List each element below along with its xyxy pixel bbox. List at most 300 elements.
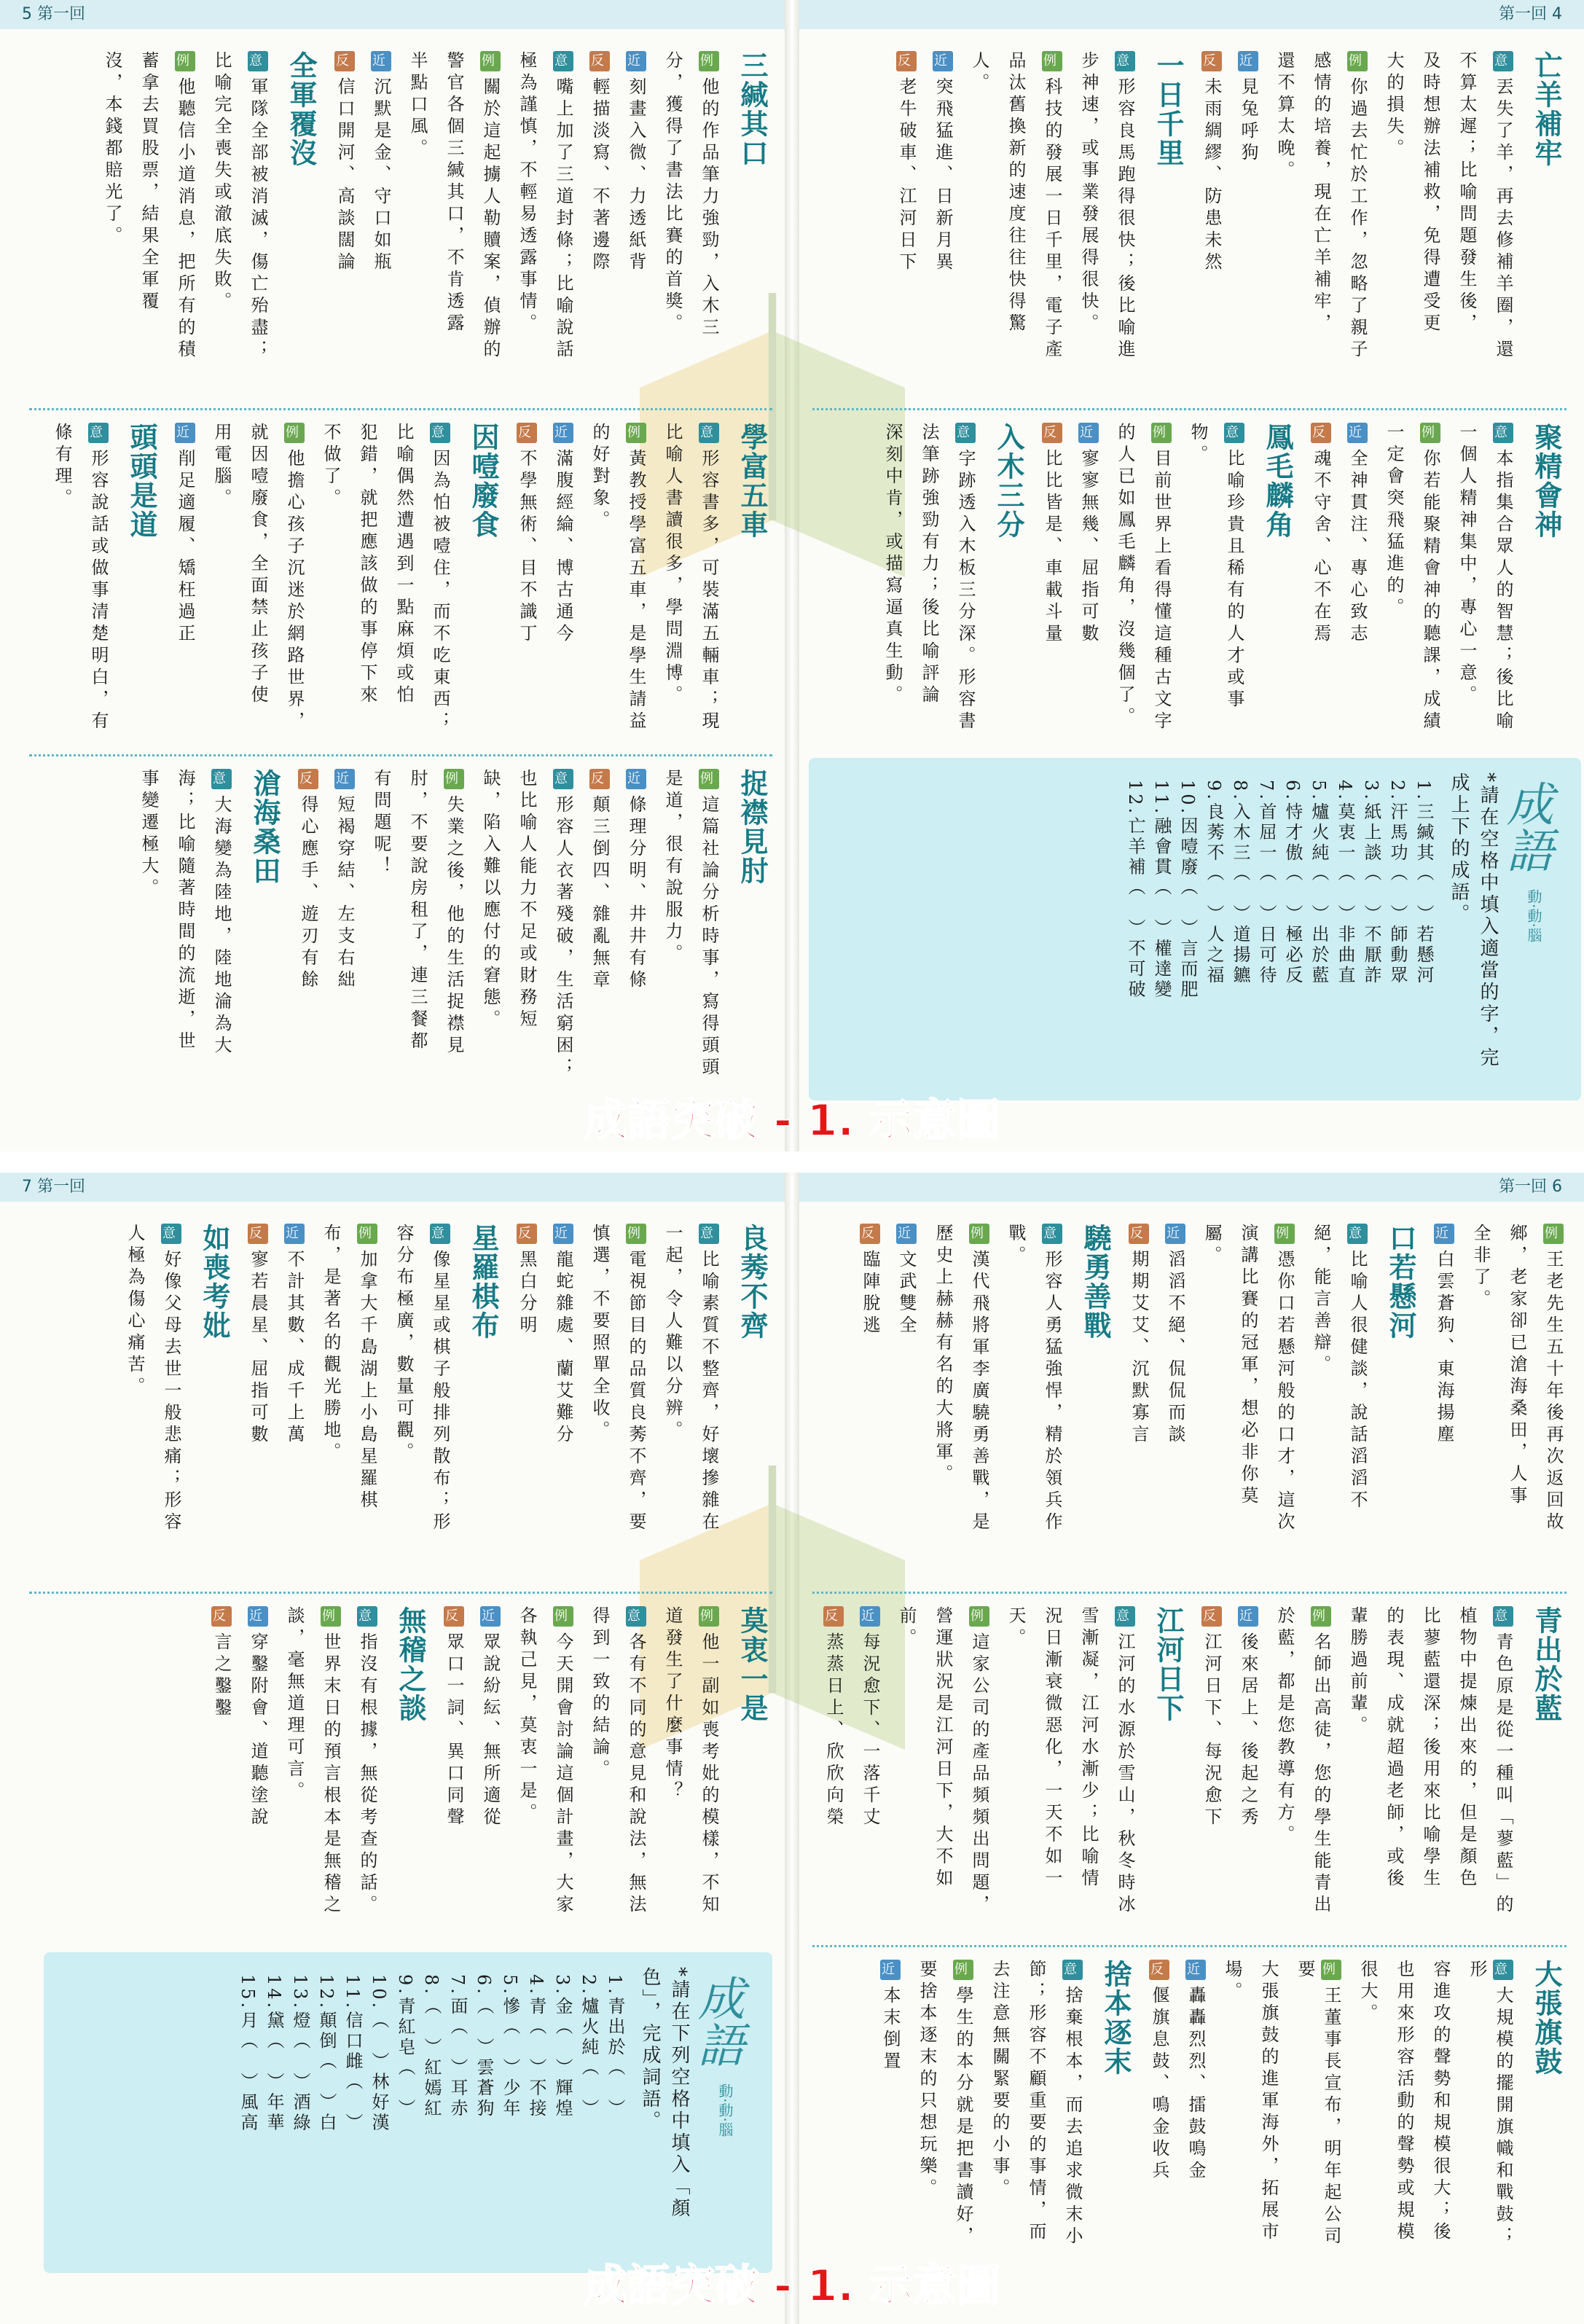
entry-tag: 意 (1115, 1606, 1135, 1627)
entry-line (930, 1224, 956, 1581)
entry-text: 極為謹慎，不輕易透露事情。 (517, 51, 537, 335)
entry-text: 容分布極廣，數量可觀。 (393, 1224, 414, 1464)
idiom-heading: 滄海桑田 (248, 769, 281, 885)
idiom-heading: 亡羊補牢 (1530, 51, 1562, 168)
entry-text: 信口開河、高談闊論 (334, 77, 355, 274)
entry-line (659, 1606, 686, 1927)
quiz-item: 2.汗馬功（ ）師動眾 (1387, 780, 1408, 986)
entry-text: 大海變為陸地，陸地淪為大 (211, 795, 232, 1057)
entry-text: 一定會突飛猛進的。 (1384, 423, 1404, 619)
entry-text: 比比皆是、車載斗量 (1042, 449, 1062, 646)
entry-line (877, 1960, 903, 2258)
entry-line (1344, 1224, 1371, 1581)
figure-caption: 成語突破 - 1. 示意圖 (583, 2261, 1001, 2312)
entry-tag: 近 (553, 1224, 573, 1244)
idiom-heading: 捉襟見肘 (736, 769, 768, 885)
entry-line (1199, 1606, 1225, 1927)
entry-line (208, 423, 235, 743)
entry-text: 犯錯，就把應該做的事停下來 (357, 423, 377, 707)
entry-line (1381, 1606, 1407, 1927)
entry-text: 很大。 (1357, 1960, 1378, 2025)
entry-line (623, 769, 649, 1089)
entry-text: 警官各個三緘其口，不肯透露 (444, 51, 464, 335)
entry-tag: 反 (589, 51, 610, 71)
entry-tag: 例 (626, 423, 646, 443)
entry-line (1199, 51, 1225, 401)
entry-line (1354, 1960, 1381, 2258)
entry-tag: 例 (1311, 1606, 1331, 1627)
entry-tag: 反 (896, 51, 917, 71)
entry-line (49, 423, 75, 743)
entry-line (857, 1606, 883, 1927)
entry-line (587, 51, 613, 401)
entry-line (623, 423, 649, 743)
entry-text: 你過去忙於工作，忽略了親子 (1347, 77, 1368, 361)
idiom-heading: 星羅棋布 (467, 1224, 499, 1340)
entry-line (623, 51, 649, 401)
quiz-box (809, 758, 1581, 1100)
entry-tag: 例 (480, 51, 501, 71)
entry-text: 肘，不要說房租了，連三餐都 (407, 769, 428, 1053)
entry-line (550, 1224, 576, 1581)
entry-tag: 意 (430, 1224, 450, 1244)
entry-line (950, 1960, 976, 2258)
entry-text: 漢代飛將軍李廣驍勇善戰，是 (969, 1250, 989, 1534)
entry-line (916, 423, 942, 743)
entry-tag: 近 (1347, 423, 1368, 443)
entry-line (1183, 1960, 1209, 2258)
quiz-instruction (1475, 772, 1501, 1069)
entry-text: 比蓼藍還深；後用來比喻學生 (1420, 1606, 1440, 1890)
entry-line (245, 51, 271, 401)
entry-line (354, 1224, 380, 1581)
idiom-heading: 莫衷一是 (736, 1606, 768, 1723)
entry-tag: 例 (1420, 423, 1440, 443)
entry-line (1540, 1224, 1567, 1581)
entry-text: 物。 (1188, 423, 1208, 466)
quiz-title: 成語 (690, 1974, 744, 2067)
entry-tag: 意 (626, 1606, 646, 1627)
idiom-heading: 全軍覆沒 (285, 51, 317, 168)
entry-tag: 反 (1201, 1606, 1222, 1627)
quiz-instruction (1446, 772, 1472, 926)
entry-line (1112, 51, 1138, 401)
entry-line (1039, 1224, 1065, 1581)
entry-tag: 近 (1434, 1224, 1454, 1244)
entry-line (1427, 1960, 1454, 2258)
entry-line (514, 769, 540, 1089)
entry-text: 憑你口若懸河般的口才，這次 (1274, 1250, 1295, 1534)
entry-text: 得心應手、遊刃有餘 (298, 795, 318, 992)
quiz-item: 6.恃才傲（ ）極必反 (1282, 780, 1303, 986)
entry-text: 江河的水源於雪山，秋冬時冰 (1115, 1632, 1135, 1917)
entry-text: 期期艾艾、沉默寡言 (1129, 1250, 1149, 1447)
entry-text: 眾說紛紜、無所適從 (480, 1632, 501, 1829)
entry-text: 法筆跡強勁有力；後比喻評論 (919, 423, 939, 707)
entry-line (1381, 423, 1407, 743)
entry-text: 營運狀況是江河日下，大不如 (933, 1606, 953, 1890)
entry-text: 目前世界上看得懂這種古文字 (1151, 449, 1172, 733)
idiom-heading: 頭頭是道 (125, 423, 157, 539)
section-lower-left (22, 769, 772, 1089)
entry-line (136, 769, 162, 1089)
entry-text: 寥寥無幾、屈指可數 (1078, 449, 1099, 646)
entry-tag: 近 (880, 1960, 901, 1980)
entry-text: 事變遷極大。 (138, 769, 159, 900)
entry-tag: 意 (161, 1224, 181, 1244)
entry-tag: 例 (175, 51, 195, 71)
entry-text: 天。 (1005, 1606, 1026, 1650)
entry-line (208, 1606, 235, 1927)
entry-tag: 意 (1493, 1960, 1513, 1980)
entry-text: 要捨本逐末的只想玩樂。 (917, 1960, 937, 2200)
entry-line (477, 769, 503, 1089)
entry-line (1003, 51, 1029, 401)
entry-text: 世界末日的預言根本是無稽之 (321, 1632, 341, 1917)
entry-tag: 反 (1042, 423, 1062, 443)
entry-text: 關於這起擄人勒贖案，偵辦的 (480, 77, 501, 361)
idiom-heading: 無稽之談 (394, 1606, 426, 1723)
entry-text: 人。 (969, 51, 989, 95)
entry-line (368, 51, 394, 401)
entry-text: 寥若晨星、屈指可數 (248, 1250, 268, 1447)
entry-line (587, 769, 613, 1089)
entry-tag: 反 (334, 51, 355, 71)
section-upper-left (22, 51, 772, 401)
entry-text: 像星星或棋子般排列散布；形 (430, 1250, 450, 1534)
entry-tag: 近 (860, 1606, 880, 1627)
entry-text: 這家公司的產品頻頻出問題， (969, 1632, 989, 1917)
entry-text: 就因噎廢食，全面禁止孩子使 (248, 423, 268, 707)
quiz-item: 4.青（ ）不接 (526, 1974, 546, 2119)
entry-line (441, 1606, 467, 1927)
entry-tag: 反 (517, 1224, 537, 1244)
quiz-item: 9.青紅皂（ ） (395, 1974, 415, 2119)
entry-line (427, 423, 453, 743)
entry-text: 因為怕被噎住，而不吃東西； (430, 449, 450, 733)
entry-line (1344, 1606, 1371, 1927)
entry-tag: 反 (1129, 1224, 1149, 1244)
entry-line (1148, 423, 1175, 743)
entry-tag: 近 (896, 1224, 917, 1244)
entry-text: 比喻完全喪失或澈底失敗。 (211, 51, 232, 313)
divider (29, 754, 772, 756)
entry-line (1504, 1224, 1530, 1581)
entry-tag: 意 (1224, 423, 1244, 443)
entry-line (1039, 1606, 1065, 1927)
entry-text: 他擔心孩子沉迷於網路世界， (284, 449, 305, 733)
entry-text: 名師出高徒，您的學生能青出 (1311, 1632, 1331, 1917)
entry-line (1417, 51, 1443, 401)
section-upper-right (816, 1224, 1567, 1581)
quiz-subtitle: 動‧動‧腦 (1525, 889, 1542, 942)
entry-line (966, 51, 992, 401)
entry-tag: 近 (1238, 1606, 1258, 1627)
entry-line (1308, 1224, 1334, 1581)
entry-text: 條理分明、井井有條 (626, 795, 646, 992)
entry-tag: 反 (1201, 51, 1222, 71)
entry-text: 顛三倒四、雜亂無章 (589, 795, 610, 992)
entry-text: 於藍，都是您教導有方。 (1274, 1606, 1295, 1847)
entry-text: 他的作品筆力強勁，入木三 (699, 77, 719, 340)
entry-tag: 例 (357, 1224, 377, 1244)
entry-line (1023, 1960, 1049, 2258)
left-page-header (0, 1173, 785, 1202)
entry-tag: 例 (969, 1224, 989, 1244)
entry-text: 比喻人很健談，說話滔滔不 (1347, 1250, 1368, 1512)
quiz-item: 2.爐火純（ ） (579, 1974, 599, 2119)
entry-text: 不計其數、成千上萬 (284, 1250, 305, 1447)
quiz-item: 8.入木三（ ）道揚鑣 (1230, 780, 1250, 986)
entry-text: 去注意無關緊要的小事。 (989, 1960, 1010, 2200)
entry-tag: 例 (1347, 51, 1368, 71)
entry-text: 魂不守舍、心不在焉 (1311, 449, 1331, 646)
entry-text: 有問題呢！ (371, 769, 391, 878)
entry-text: 形容良馬跑得很快；後比喻進 (1115, 77, 1135, 361)
entry-tag: 意 (88, 423, 109, 443)
entry-text: 的表現、成就超過老師，或後 (1384, 1606, 1404, 1890)
entry-tag: 意 (699, 1224, 719, 1244)
entry-line (1075, 423, 1102, 743)
entry-line (820, 1606, 847, 1927)
entry-tag: 近 (480, 1606, 501, 1627)
entry-tag: 例 (321, 1606, 341, 1627)
entry-text: 未雨綢繆、防患未然 (1201, 77, 1222, 274)
entry-text: 各執己見，莫衷一是。 (517, 1606, 537, 1825)
entry-tag: 近 (284, 1224, 305, 1244)
idiom-heading: 大張旗鼓 (1530, 1960, 1562, 2076)
entry-line (952, 423, 979, 743)
entry-tag: 意 (1042, 1224, 1062, 1244)
entry-tag: 反 (823, 1606, 844, 1627)
entry-text: 不學無術、目不識丁 (517, 449, 537, 646)
entry-text: 屬。 (1201, 1224, 1222, 1267)
quiz-subtitle: 動‧動‧腦 (716, 2084, 734, 2137)
instruction-line: 色」，完成詞語。 (639, 1967, 661, 2132)
entry-tag: 反 (211, 1606, 232, 1627)
entry-line (368, 769, 394, 1089)
entry-line (696, 1606, 722, 1927)
entry-tag: 近 (1165, 1224, 1185, 1244)
quiz-instruction (666, 1967, 692, 2220)
entry-line (514, 51, 540, 401)
entry-text: 白雲蒼狗、東海揚塵 (1434, 1250, 1454, 1447)
entry-line (1454, 51, 1480, 401)
entry-line (85, 423, 111, 743)
entry-text: 沒，本錢都賠光了。 (102, 51, 122, 248)
entry-line (404, 51, 431, 401)
entry-text: 偃旗息鼓、鳴金收兵 (1149, 1986, 1169, 2183)
entry-text: 容進攻的聲勢和規模很大；後 (1430, 1960, 1451, 2244)
entry-line (354, 423, 380, 743)
entry-text: 一起，令人難以分辨。 (662, 1224, 683, 1442)
entry-line (318, 1224, 344, 1581)
entry-text: 眾口一詞、異口同聲 (444, 1632, 464, 1829)
entry-line (659, 769, 686, 1089)
entry-line (514, 1606, 540, 1927)
idiom-heading: 良莠不齊 (736, 1224, 768, 1340)
entry-tag: 意 (1347, 1224, 1368, 1244)
entry-tag: 近 (626, 51, 646, 71)
entry-line (1454, 1606, 1480, 1927)
divider (29, 408, 772, 410)
entry-line (879, 423, 906, 743)
entry-text: 王老先生五十年後再次返回故 (1543, 1250, 1564, 1534)
entry-text: 歷史上赫赫有名的大將軍。 (933, 1224, 953, 1486)
entry-text: 全非了。 (1470, 1224, 1491, 1311)
entry-text: 削足適履、矯枉過正 (175, 449, 195, 646)
section-middle-right (816, 1606, 1567, 1927)
entry-text: 比喻素質不整齊，好壞摻雜在 (699, 1250, 719, 1534)
entry-text: 及時想辦法補救，免得遭受更 (1420, 51, 1440, 335)
idiom-heading: 捨本逐末 (1099, 1960, 1132, 2076)
entry-text: 刻畫入微、力透紙背 (626, 77, 646, 274)
entry-text: 好像父母去世一般悲痛；形容 (161, 1250, 181, 1534)
quiz-item: 12.顛倒（ ）白 (316, 1974, 337, 2134)
entry-line (659, 1224, 686, 1581)
quiz-item: 13.燈（ ）酒綠 (290, 1974, 310, 2134)
entry-tag: 近 (175, 423, 195, 443)
entry-text: 蓄拿去買股票，結果全軍覆 (138, 51, 159, 313)
idiom-heading: 因噎廢食 (467, 423, 499, 539)
entry-line (893, 1224, 920, 1581)
entry-text: 用電腦。 (211, 423, 232, 510)
quiz-item: 7.面（ ）耳赤 (447, 1974, 468, 2119)
entry-text: 江河日下、每況愈下 (1201, 1632, 1222, 1829)
quiz-item: 14.黛（ ）年華 (264, 1974, 284, 2134)
entry-text: 這篇社論分析時事，寫得頭頭 (699, 795, 719, 1079)
entry-line (1308, 423, 1334, 743)
entry-line (696, 1224, 722, 1581)
instruction-line: 成上下的成語。 (1448, 772, 1470, 926)
section-middle-right (816, 423, 1567, 743)
entry-tag: 意 (1115, 51, 1135, 71)
entry-line (1126, 1224, 1152, 1581)
entry-text: 丟失了羊，再去修補羊圈，還 (1493, 77, 1513, 361)
entry-line (404, 769, 431, 1089)
entry-text: 滔滔不絕、侃侃而談 (1165, 1250, 1185, 1447)
entry-line (441, 51, 467, 401)
idiom-heading: 如喪考妣 (198, 1224, 230, 1340)
quiz-item: 5.慘（ ）少年 (500, 1974, 520, 2119)
entry-text: 布，是著名的觀光勝地。 (321, 1224, 341, 1464)
entry-text: 不算太遲；比喻問題發生後， (1456, 51, 1477, 335)
entry-text: 形容人衣著殘破，生活窮困； (553, 795, 573, 1079)
entry-tag: 意 (248, 51, 268, 71)
entry-tag: 意 (430, 423, 450, 443)
entry-text: 人極為傷心痛苦。 (125, 1224, 145, 1398)
entry-tag: 反 (1149, 1960, 1169, 1980)
entry-line (1112, 1606, 1138, 1927)
entry-text: 滿腹經綸、博古通今 (553, 449, 573, 646)
entry-line (427, 1224, 453, 1581)
entry-tag: 近 (1238, 51, 1258, 71)
entry-line (893, 1606, 920, 1927)
entry-text: 各有不同的意見和說法，無法 (626, 1632, 646, 1917)
entry-line (441, 769, 467, 1089)
entry-line (1075, 51, 1102, 401)
entry-text: 絕，能言善辯。 (1311, 1224, 1331, 1377)
entry-text: 電視節目的品質良莠不齊，要 (626, 1250, 646, 1534)
entry-text: 分，獲得了書法比賽的首獎。 (662, 51, 683, 335)
entry-text: 穿鑿附會、道聽塗說 (248, 1632, 268, 1829)
entry-line (623, 1606, 649, 1927)
quiz-box (44, 1952, 772, 2273)
entry-line (281, 1224, 307, 1581)
quiz-item: 1.青出於（ ） (605, 1974, 625, 2119)
entry-line (1490, 51, 1516, 401)
entry-text: 龍蛇雜處、蘭艾難分 (553, 1250, 573, 1447)
entry-text: 每況愈下、一落千丈 (860, 1632, 880, 1829)
entry-line (281, 423, 307, 743)
entry-text: 科技的發展一日千里，電子產 (1042, 77, 1062, 361)
entry-text: 演講比賽的冠軍，想必非你莫 (1238, 1224, 1258, 1508)
entry-line (208, 51, 235, 401)
quiz-item: 7.首屈一（ ）日可待 (1256, 780, 1277, 986)
top-spread (0, 0, 1584, 1151)
page-number-label: 7 第一回 (22, 1178, 85, 1196)
quiz-item: 10.因噎廢（ ）言而肥 (1177, 780, 1198, 1001)
entry-line (1235, 51, 1261, 401)
entry-text: 半點口風。 (407, 51, 428, 160)
entry-text: 黃教授學富五車，是學生請益 (626, 449, 646, 733)
entry-tag: 例 (699, 769, 719, 789)
entry-text: 道發生了什麼事情？ (662, 1606, 683, 1803)
entry-line (587, 1606, 613, 1927)
entry-line (623, 1224, 649, 1581)
entry-tag: 近 (1185, 1960, 1206, 1980)
entry-tag: 例 (1274, 1224, 1295, 1244)
entry-text: 黑白分明 (517, 1250, 537, 1337)
entry-tag: 近 (334, 769, 355, 789)
entry-text: 比喻人書讀很多，學問淵博。 (662, 423, 683, 707)
left-page-header (0, 0, 785, 29)
entry-text: 大的損失。 (1384, 51, 1404, 160)
entry-text: 場。 (1222, 1960, 1242, 2003)
entry-text: 感情的培養，現在亡羊補牢， (1311, 51, 1331, 335)
entry-text: 字跡透入木板三分深。形容書 (955, 449, 976, 733)
entry-text: 見兔呼狗 (1238, 77, 1258, 165)
entry-tag: 近 (933, 51, 953, 71)
entry-tag: 意 (699, 423, 719, 443)
entry-tag: 近 (248, 1606, 268, 1627)
entry-text: 談，毫無道理可言。 (284, 1606, 305, 1803)
entry-tag: 意 (553, 769, 573, 789)
entry-text: 短褐穿結、左支右絀 (334, 795, 355, 992)
right-page-header (799, 1173, 1584, 1202)
divider (812, 1945, 1567, 1947)
entry-text: 蒸蒸日上、欣欣向榮 (823, 1632, 844, 1829)
entry-line (1308, 51, 1334, 401)
entry-line (318, 1606, 344, 1927)
quiz-item: 5.爐火純（ ）出於藍 (1309, 780, 1329, 986)
divider (29, 1592, 772, 1594)
entry-line (550, 769, 576, 1089)
entry-line (659, 423, 686, 743)
instruction-line: *請在空格中填入適當的字，完 (1477, 772, 1499, 1069)
entry-tag: 意 (553, 51, 573, 71)
entry-line (659, 51, 686, 401)
entry-text: 王董事長宣布，明年起公司要 (1295, 1960, 1341, 2248)
entry-line (930, 1606, 956, 1927)
entry-text: 老牛破車、江河日下 (896, 77, 917, 274)
entry-line (172, 51, 198, 401)
entry-tag: 例 (953, 1960, 973, 1980)
quiz-item: 10.（ ）林好漢 (369, 1974, 389, 2134)
entry-tag: 反 (248, 1224, 268, 1244)
entry-line (1417, 423, 1443, 743)
quiz-item: 11.融會貫（ ）權達變 (1151, 780, 1172, 1001)
